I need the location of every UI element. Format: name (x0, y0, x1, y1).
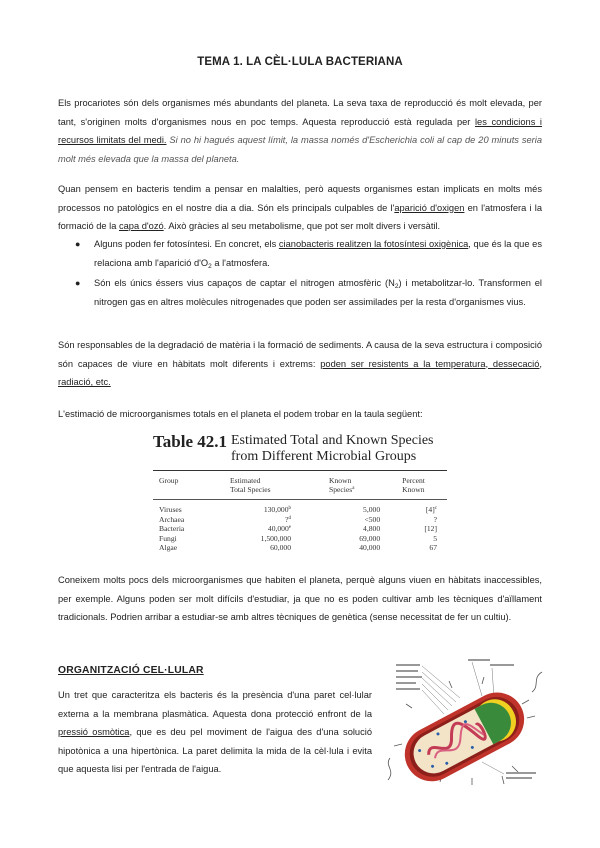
cell-value: 40,000 (359, 543, 381, 553)
underlined-text: les condicions i recursos limitats del medi. (58, 116, 543, 146)
text: en l'atmosfera i la formació de la (58, 202, 543, 232)
species-table (153, 476, 447, 553)
cell-value: ? (433, 514, 437, 524)
paragraph-degradation (58, 336, 542, 392)
table-caption: Estimated Total and Known Species from Different Microbial Groups (231, 433, 434, 464)
cell-value: [4] (425, 505, 435, 514)
header-text: Percent (402, 476, 425, 485)
page-title: TEMA 1. LA CÈL·LULA BACTERIANA (197, 56, 403, 68)
cell-group (153, 524, 214, 534)
underlined-text: capa d'ozó (118, 221, 164, 232)
text: , que es deu pel moviment de l'aigua des d'una solució hipotònica a una hipertònica. La paret delimita la mida de la cèl·lula i evita que aquesta lisi per l'entrada de l'aigua. (58, 727, 372, 775)
paragraph-bacteria-role (58, 180, 542, 236)
table-body (153, 505, 447, 553)
bacterial-cell-diagram-icon (382, 658, 544, 786)
text: Quan pensem en bacteris tendim a pensar en malalties, però aquests organismes estan implicats en molts més processos no patològics en el nostre dia a dia. Són els principals culpables de l' (58, 184, 542, 213)
bullet-icon: ● (75, 239, 81, 249)
cell-known (313, 505, 392, 515)
text: Són responsables de la degradació de matèria i la formació de sediments. A causa de la seva estructura i composició són capaces de viure en hàbitats molt diferents i extrems: (58, 340, 542, 369)
cell-percent (392, 534, 447, 544)
subscript: 2 (394, 283, 399, 291)
cell-estimated (214, 543, 313, 553)
text: ) i metabolitzar-lo. Transformen el nitrogen gas en altres molècules nitrogenades que poden ser assimilades per la resta d'organismes vius. (94, 278, 543, 307)
section-heading: ORGANITZACIÓ CEL·LULAR (58, 665, 204, 676)
bullet-list (58, 235, 542, 313)
cell-group (153, 534, 214, 544)
header-known (313, 476, 392, 494)
footnote-mark: e (288, 525, 292, 531)
cell-value: 4,800 (363, 524, 381, 534)
cell-value: 69,000 (359, 533, 381, 543)
text: Alguns poden fer fotosíntesi. En concret, els (94, 239, 279, 249)
cell-percent (392, 543, 447, 553)
cell-value: 60,000 (270, 543, 292, 553)
cell-percent (392, 524, 447, 534)
cell-percent (392, 515, 447, 525)
cell-value: Viruses (159, 505, 182, 514)
table-row (153, 515, 447, 525)
underlined-text: pressió osmòtica (58, 727, 130, 738)
cell-body (395, 683, 533, 786)
cell-known (313, 515, 392, 525)
paragraph-intro (58, 94, 542, 168)
species-table-figure (153, 432, 449, 564)
cell-value: 1,500,000 (260, 533, 292, 543)
header-text: Estimated (230, 476, 261, 485)
cell-value: 130,000 (263, 505, 289, 514)
header-text: Total Species (230, 485, 271, 494)
cell-value: 67 (429, 543, 437, 553)
subscript: 2 (208, 262, 212, 270)
text: Un tret que caracteritza els bacteris és la presència d'una paret cel·lular externa a la membrana plasmàtica. Aquesta dona protecció enfront de la (58, 690, 372, 719)
cell-value: Bacteria (159, 524, 185, 534)
header-text: Species (329, 485, 353, 494)
underlined-text: cianobacteris realitzen la fotosíntesi oxigènica (278, 239, 469, 249)
text: Els procariotes són dels organismes més abundants del planeta. La seva taxa de reproducció és molt elevada, per tant, s'originen molts d'organismes nous en poc temps. Aquesta reproducció està regulada per (58, 98, 542, 127)
italic-note: Si no hi hagués aquest límit, la massa només d'Escherichia coli al cap de 20 minuts seria molt més elevada que la massa del planeta. (58, 135, 542, 164)
underlined-text: poden ser resistents a la temperatura, dessecació, radiació, etc. (58, 358, 542, 388)
table-number: Table 42.1 (153, 432, 228, 451)
footnote-mark: a (352, 486, 355, 491)
text: . Això gràcies al seu metabolisme, que pot ser molt divers i versàtil. (163, 221, 441, 232)
cell-value: Fungi (159, 533, 177, 543)
cell-group (153, 543, 214, 553)
cell-estimated (214, 534, 313, 544)
table-header-row (153, 476, 447, 494)
paragraph-table-intro: L'estimació de microorganismes totals en el planeta el podem trobar en la taula següent: (58, 409, 423, 419)
cell-value: 5,000 (363, 505, 381, 514)
table-top-rule (153, 470, 447, 471)
header-text: Group (159, 476, 179, 485)
cell-known (313, 524, 392, 534)
list-item (58, 235, 542, 272)
cell-value: Algae (159, 543, 178, 553)
cell-value: <500 (364, 514, 381, 524)
paragraph-cell-wall (58, 686, 372, 779)
cell-value: Archaea (159, 514, 185, 524)
cell-group (153, 515, 214, 525)
table-row (153, 534, 447, 544)
cell-value: [12] (424, 524, 437, 534)
cell-known (313, 534, 392, 544)
text: a l'atmosfera. (211, 257, 270, 268)
table-row (153, 543, 447, 553)
cell-known (313, 543, 392, 553)
header-percent (392, 476, 447, 494)
header-text: Known (329, 476, 352, 485)
cell-percent (392, 505, 447, 515)
cell-value: ? (285, 514, 289, 524)
table-row (153, 505, 447, 515)
bullet-icon: ● (75, 278, 81, 289)
cell-value: 40,000 (267, 524, 289, 534)
text: , que és la que es relaciona amb l'aparició d'O (94, 239, 542, 268)
paragraph-unknown-microbes: Coneixem molts pocs dels microorganismes que habiten el planeta, perquè alguns viuen en hàbitats inaccessibles, per exemple. Alguns poden ser molt difícils d'estudiar, ja que no es poden cultivar amb les tècniques d'aïllament tradicionals. Podrien arribar a estudiar-se amb altres tècniques de genètica (sense necessitat de fer un cultiu). (58, 575, 542, 623)
cell-estimated (214, 524, 313, 534)
underlined-text: aparició d'oxigen (394, 202, 465, 213)
bacterial-cell-illustration (382, 658, 544, 786)
footnote-mark: b (288, 506, 292, 511)
list-item (58, 274, 542, 311)
header-estimated (214, 476, 313, 494)
cell-group (153, 505, 214, 515)
footnote-mark: d (288, 515, 292, 521)
text: Són els únics éssers vius capaços de captar el nitrogen atmosfèric (N (94, 278, 395, 289)
cell-value: 5 (433, 533, 437, 543)
cell-estimated (214, 505, 313, 515)
header-group (153, 476, 214, 494)
footnote-mark: c (434, 506, 437, 511)
header-text: Known (402, 485, 425, 494)
table-row (153, 524, 447, 534)
cell-estimated (214, 515, 313, 525)
